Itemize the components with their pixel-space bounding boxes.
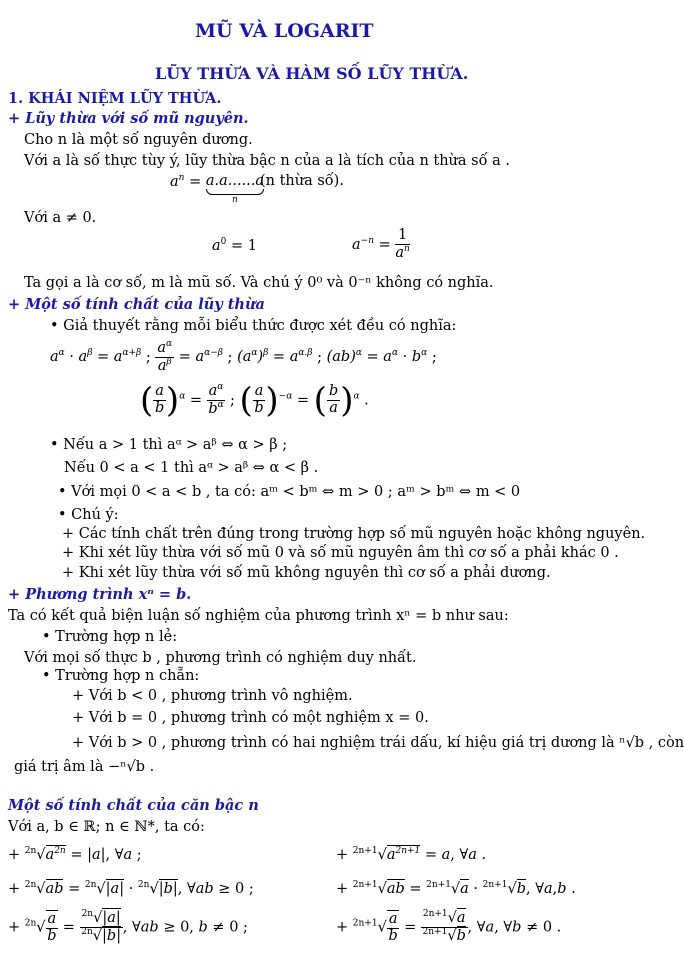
note-2: + Khi xét lũy thừa với số mũ 0 và số mũ nguyên âm thì cơ số a phải khác 0 .	[62, 545, 619, 561]
formula-root-5: + $^{2n}$√ $\frac{a}{b}$ = $\frac{^{2n}√|a|}{^{2n}√|b|}$ , ∀ab ≥ 0, b ≠ 0 ;	[8, 909, 248, 944]
case-odd: • Trường hợp n lẻ:	[42, 629, 178, 645]
bullet-a-greater-one: • Nếu a > 1 thì aᵅ > aᵝ ⇔ α > β ;	[50, 437, 288, 453]
formula-root-6: + $^{2n+1}$√ $\frac{a}{b}$ = $\frac{^{2n+1}√a}{^{2n+1}√b}$ , ∀a, ∀b ≠ 0 .	[336, 909, 562, 944]
para-root-conditions: Với a, b ∈ ℝ; n ∈ ℕ*, ta có:	[8, 819, 205, 835]
heading-root-properties: Một số tính chất của căn bậc n	[8, 797, 259, 814]
para-base-exponent: Ta gọi a là cơ số, m là mũ số. Và chú ý 0⁰ và 0⁻ⁿ không có nghĩa.	[24, 275, 494, 291]
formula-negative-exponent: $a^{-n}$ = $\frac{1}{a^n}$	[352, 227, 410, 261]
heading-properties: + Một số tính chất của lũy thừa	[8, 296, 265, 313]
bullet-compare-bases: • Với mọi 0 < a < b , ta có: aᵐ < bᵐ ⇔ m > 0 ; aᵐ > bᵐ ⇔ m < 0	[58, 484, 521, 500]
para-n-positive: Cho n là một số nguyên dương.	[24, 132, 253, 148]
case-even-zero: + Với b = 0 , phương trình có một nghiệm x = 0.	[72, 710, 429, 726]
bullet-assumption: • Giả thuyết rằng mỗi biểu thức được xét đều có nghĩa:	[50, 318, 457, 334]
section-subtitle: LŨY THỪA VÀ HÀM SỐ LŨY THỪA.	[155, 64, 469, 83]
bullet-note: • Chú ý:	[58, 507, 119, 523]
formula-note: (n thừa số).	[260, 173, 344, 189]
formula-power-definition: $a^n$ = a.a......a n	[170, 173, 265, 205]
case-even: • Trường hợp n chẵn:	[42, 668, 200, 684]
formula-properties-row1: $a^\alpha \cdot a^\beta = a^{\alpha+\beta}$ ; $\frac{a^\alpha}{a^\beta}$ = $a^{\alpha-\beta}$ ; $(a^\alpha)^\beta = a^{\alpha.\beta}$ ; $(ab)^\alpha = a^\alpha \cdot b^\alpha$ ;	[50, 339, 437, 374]
para-equation-intro: Ta có kết quả biện luận số nghiệm của phương trình xⁿ = b như sau:	[8, 608, 509, 624]
case-even-positive: + Với b > 0 , phương trình có hai nghiệm trái dấu, kí hiệu giá trị dương là ⁿ√b , còn	[72, 735, 684, 751]
formula-root-1: + $^{2n}√a^{2n} = |a|$, ∀a ;	[8, 846, 142, 863]
page-title: MŨ VÀ LOGARIT	[195, 20, 374, 42]
formula-properties-row2: ( $\frac{a}{b}$ )$^\alpha$ = $\frac{a^\alpha}{b^\alpha}$ ; ( $\frac{a}{b}$ )$^{-\alpha}$ = ( $\frac{b}{a}$ )$^\alpha$ .	[140, 380, 369, 421]
formula-root-2: + $^{2n+1}√a^{2n+1} = a$, ∀a .	[336, 846, 487, 863]
heading-concept: 1. KHÁI NIỆM LŨY THỪA.	[8, 90, 222, 107]
para-a-nonzero: Với a ≠ 0.	[24, 210, 97, 226]
heading-integer-exponent: + Lũy thừa với số mũ nguyên.	[8, 110, 249, 127]
case-odd-text: Với mọi số thực b , phương trình có nghiệm duy nhất.	[24, 650, 417, 666]
case-even-negative-root: giá trị âm là −ⁿ√b .	[14, 759, 155, 775]
bullet-a-less-one: Nếu 0 < a < 1 thì aᵅ > aᵝ ⇔ α < β .	[64, 460, 319, 476]
note-3: + Khi xét lũy thừa với số mũ không nguyên thì cơ số a phải dương.	[62, 565, 551, 581]
para-definition: Với a là số thực tùy ý, lũy thừa bậc n của a là tích của n thừa số a .	[24, 153, 510, 169]
note-1: + Các tính chất trên đúng trong trường hợp số mũ nguyên hoặc không nguyên.	[62, 526, 646, 542]
case-even-negative: + Với b < 0 , phương trình vô nghiệm.	[72, 688, 353, 704]
formula-root-4: + $^{2n+1}$√ab = $^{2n+1}$√a · $^{2n+1}$√b, ∀a,b .	[336, 880, 576, 897]
heading-equation: + Phương trình xⁿ = b.	[8, 586, 192, 603]
formula-root-3: + $^{2n}$√ab = $^{2n}$√|a| · $^{2n}$√|b|, ∀ab ≥ 0 ;	[8, 880, 254, 897]
formula-zero-exponent: $a^0 = 1$	[212, 237, 257, 254]
